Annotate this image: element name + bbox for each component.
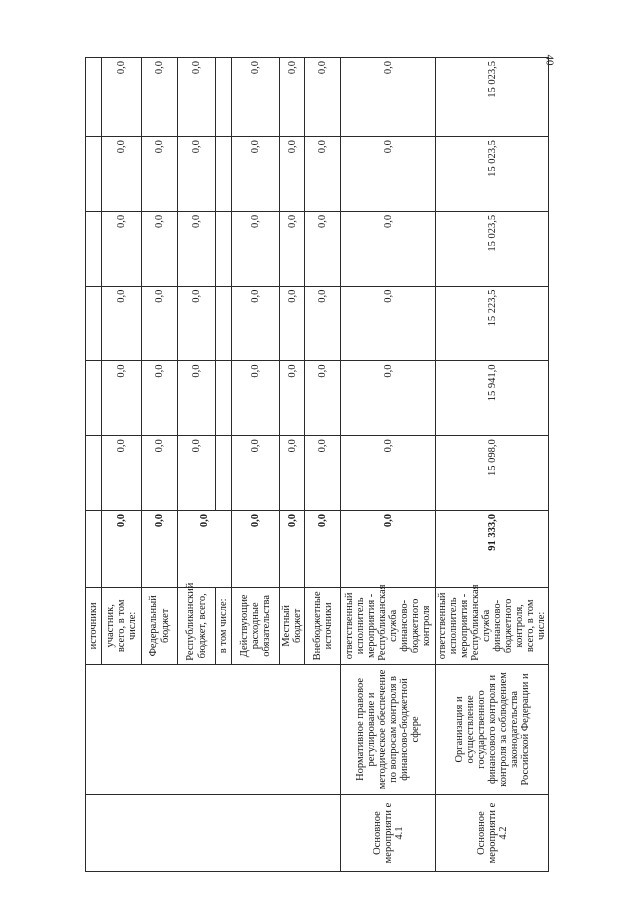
- blank-desc-cell: [86, 664, 341, 794]
- total-cell: 0,0: [232, 510, 280, 587]
- total-cell: 0,0: [280, 510, 305, 587]
- year-cell: 0,0: [102, 58, 142, 137]
- year-cell: 0,0: [102, 137, 142, 212]
- year-cell: 15 941,0: [436, 361, 549, 436]
- year-cell: 0,0: [280, 137, 305, 212]
- measure-4-2-row: [436, 58, 549, 872]
- source-cell: Федеральный бюджет: [142, 587, 178, 664]
- measure-name: Основное мероприяти е 4.1: [341, 795, 436, 872]
- year-cell: [86, 58, 102, 137]
- year-cell: 15 098,0: [436, 436, 549, 511]
- total-cell: [86, 510, 102, 587]
- year-cell: 0,0: [142, 211, 178, 286]
- year-cell: 0,0: [232, 436, 280, 511]
- source-cell: Действующие расходные обязательства: [232, 587, 280, 664]
- total-cell: 0,0: [305, 510, 341, 587]
- total-cell: 0,0: [178, 510, 232, 587]
- year-cell: 0,0: [341, 286, 436, 361]
- year-cell: 0,0: [305, 211, 341, 286]
- year-cell: 0,0: [280, 286, 305, 361]
- year-cell: 0,0: [142, 286, 178, 361]
- year-cell: 0,0: [102, 361, 142, 436]
- year-cell: 0,0: [305, 58, 341, 137]
- source-cell: ответственный исполнитель мероприятия - Республиканская служба финансово-бюджетного контроля, всего, в том числе:: [436, 587, 549, 664]
- year-cell: 0,0: [232, 211, 280, 286]
- year-cell: 0,0: [280, 58, 305, 137]
- budget-table: [85, 57, 549, 872]
- budget-table-wrapper: [85, 57, 548, 872]
- year-cell: [86, 211, 102, 286]
- year-cell: [86, 137, 102, 212]
- year-cell: [216, 137, 232, 212]
- year-cell: [216, 361, 232, 436]
- year-cell: 15 223,5: [436, 286, 549, 361]
- year-cell: 0,0: [280, 436, 305, 511]
- year-cell: [216, 436, 232, 511]
- measure-description: Организация и осуществление государственного финансового контроля и контроля за соблюдением законодательства Российской Федерации и: [436, 664, 549, 794]
- source-cell: источники: [86, 587, 102, 664]
- source-cell: Республиканский бюджет, всего,: [178, 587, 216, 664]
- source-cell: в том числе:: [216, 587, 232, 664]
- year-cell: 0,0: [305, 137, 341, 212]
- year-cell: 0,0: [280, 361, 305, 436]
- page-number: 40: [543, 54, 556, 66]
- measure-description: Нормативное правовое регулирование и методическое обеспечение по вопросам контроля в финансово-бюджетной сфере: [341, 664, 436, 794]
- year-cell: 0,0: [142, 137, 178, 212]
- year-cell: 0,0: [232, 137, 280, 212]
- year-cell: [86, 361, 102, 436]
- year-cell: 0,0: [341, 211, 436, 286]
- year-cell: 0,0: [341, 137, 436, 212]
- year-cell: 0,0: [341, 361, 436, 436]
- year-cell: 0,0: [142, 436, 178, 511]
- year-cell: 15 023,5: [436, 137, 549, 212]
- source-cell: Внебюджетные источники: [305, 587, 341, 664]
- measure-4-1-row: [341, 58, 436, 872]
- year-cell: 0,0: [178, 361, 216, 436]
- year-cell: 0,0: [178, 137, 216, 212]
- year-cell: 0,0: [341, 58, 436, 137]
- year-cell: 0,0: [102, 286, 142, 361]
- measure-name: Основное мероприяти е 4.2: [436, 795, 549, 872]
- year-cell: 0,0: [232, 361, 280, 436]
- total-cell: 0,0: [341, 510, 436, 587]
- table-row: [86, 58, 102, 872]
- year-cell: 0,0: [232, 58, 280, 137]
- source-cell: ответственный исполнитель мероприятия - Республиканская служба финансово-бюджетного контроля: [341, 587, 436, 664]
- year-cell: [216, 286, 232, 361]
- year-cell: [216, 211, 232, 286]
- blank-name-cell: [86, 795, 341, 872]
- year-cell: 0,0: [142, 361, 178, 436]
- year-cell: 15 023,5: [436, 211, 549, 286]
- source-cell: участник, всего, в том числе:: [102, 587, 142, 664]
- year-cell: [86, 436, 102, 511]
- year-cell: 0,0: [178, 211, 216, 286]
- year-cell: 0,0: [178, 286, 216, 361]
- total-cell: 0,0: [142, 510, 178, 587]
- source-cell: Местный бюджет: [280, 587, 305, 664]
- year-cell: 0,0: [232, 286, 280, 361]
- total-cell: 91 333,0: [436, 510, 549, 587]
- year-cell: 0,0: [142, 58, 178, 137]
- year-cell: [86, 286, 102, 361]
- year-cell: 15 023,5: [436, 58, 549, 137]
- year-cell: 0,0: [280, 211, 305, 286]
- year-cell: 0,0: [341, 436, 436, 511]
- year-cell: 0,0: [102, 211, 142, 286]
- total-cell: 0,0: [102, 510, 142, 587]
- year-cell: 0,0: [305, 436, 341, 511]
- year-cell: 0,0: [178, 436, 216, 511]
- year-cell: [216, 58, 232, 137]
- year-cell: 0,0: [102, 436, 142, 511]
- year-cell: 0,0: [305, 286, 341, 361]
- year-cell: 0,0: [178, 58, 216, 137]
- year-cell: 0,0: [305, 361, 341, 436]
